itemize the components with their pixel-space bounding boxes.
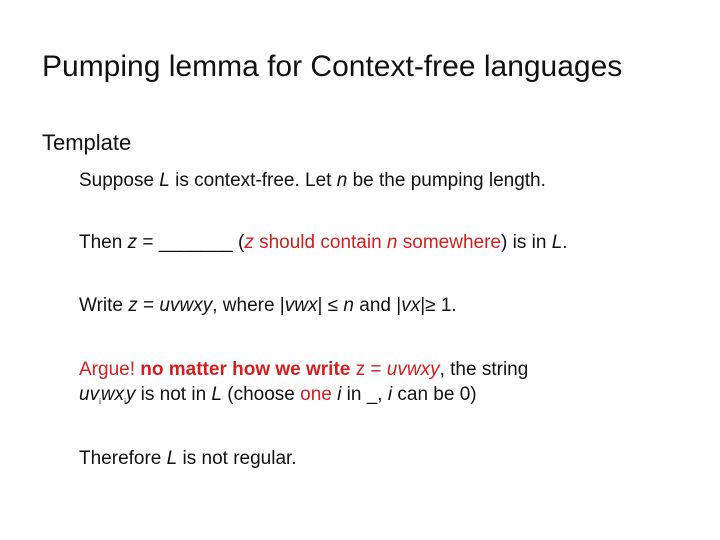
- choose-string-line: Then z = _______ (z should contain n somewhere) is in L.: [79, 232, 568, 253]
- argue-line: Argue! no matter how we write z = uvwxy, the string: [79, 359, 529, 380]
- template-heading: Template: [42, 130, 132, 155]
- pumped-string-line: $uv_iwx_iy$ is not in L (choose one i in _, i can be 0): [79, 384, 477, 406]
- conclusion-line: Therefore L is not regular.: [79, 448, 297, 469]
- decomposition-line: Write z = uvwxy, where |vwx| ≤ n and |vx|≥ 1.: [79, 295, 457, 316]
- assumption-line: Suppose L is context-free. Let n be the pumping length.: [79, 170, 546, 191]
- slide-title: Pumping lemma for Context-free languages: [42, 50, 623, 83]
